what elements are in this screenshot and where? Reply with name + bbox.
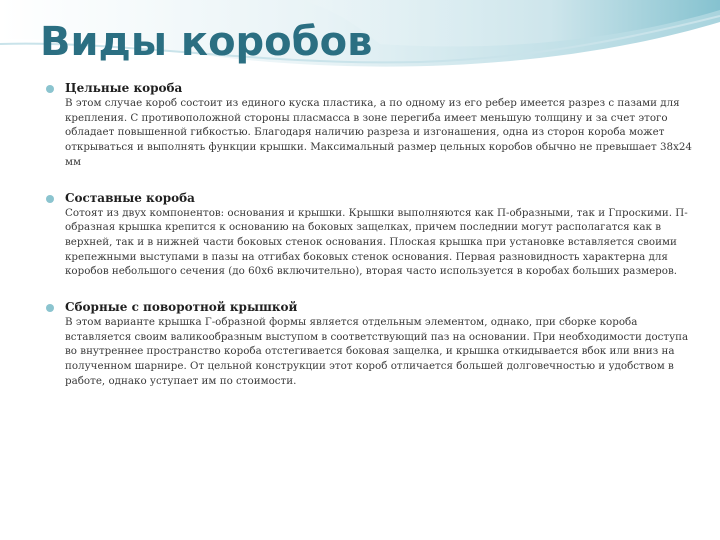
bullet-icon <box>46 85 54 93</box>
item-text: В этом случае короб состоит из единого куска пластика, а по одному из его ребер имеется разрез с пазами для крепления. С противоположной стороны пласмасса в зоне перегиба имеет меньшую толщину и за счет этого обладает повышенной гибкостью. Благодаря наличию разреза и изгонашения, одна из сторон короба может открываться и выполнять функции крышки. Максимальный размер цельных коробов обычно не превышает 38х24 мм <box>65 97 692 168</box>
list-item <box>44 80 694 170</box>
item-heading: Составные короба <box>65 190 195 205</box>
bullet-icon <box>46 304 54 312</box>
bullet-icon <box>46 195 54 203</box>
item-heading: Сборные с поворотной крышкой <box>65 300 298 315</box>
item-text: Сотоят из двух компонентов: основания и крышки. Крышки выполняются как П-образными, так и Гпроскими. П-образная крышка крепится к основанию на боковых защелках, причем последнии могут располагатся как в верхней, так и в нижней части боковых стенок основания. Плоская крышка при установке вставляется своими крепежными выступами в пазы на отгибах боковых стенок основания. Первая разновидность характерна для коробов небольшого сечения (до 60х6 включительно), вторая часто используется в коробах больших размеров. <box>65 206 688 278</box>
item-heading: Цельные короба <box>65 81 183 95</box>
bullet-list <box>44 80 694 389</box>
list-item <box>44 190 694 280</box>
item-text: В этом варианте крышка Г-образной формы является отдельным элементом, однако, при сборке короба вставляется своим валикообразным выступом в соответствующий паз на основании. При необходимости доступа во внутреннее пространство короба отстегивается боковая защелка, и крышка откидывается вбок или вниз на полученном шарнире. От цельной конструкции этот короб отличается большей долговечностью и удобством в работе, однако уступает им по стоимости. <box>65 316 689 387</box>
slide-title: Виды коробов <box>40 19 373 65</box>
list-item <box>44 299 694 389</box>
